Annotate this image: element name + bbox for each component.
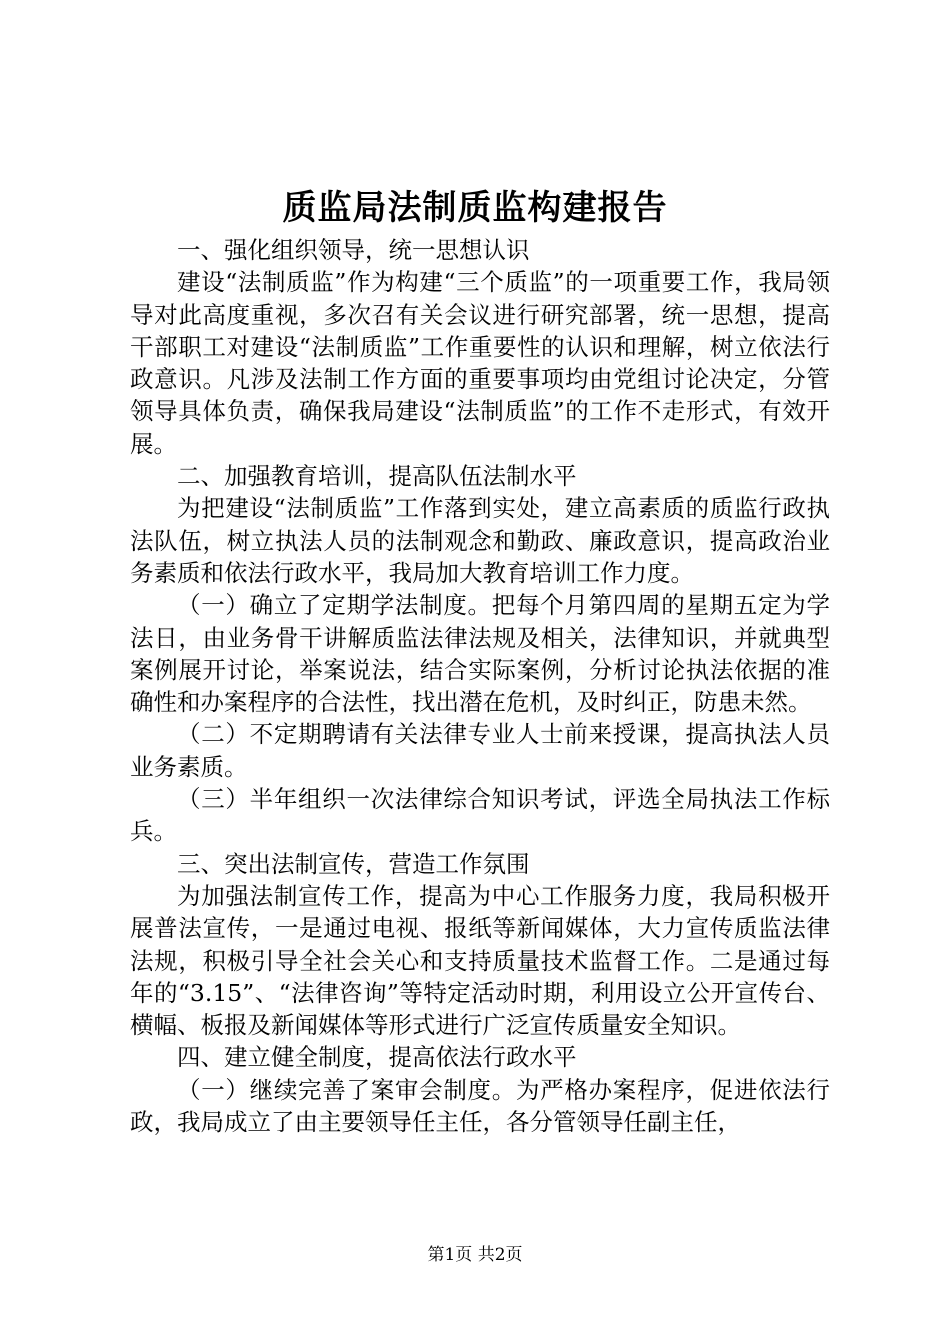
section-heading-3: 三、突出法制宣传，营造工作氛围 [177, 849, 530, 878]
paragraph-1: 建设“法制质监”作为构建“三个质监”的一项重要工作，我局领导对此高度重视，多次召有关会议进行研究部署，统一思想，提高干部职工对建设“法制质监”工作重要性的认识和理解，树立依法行政意识。凡涉及法制工作方面的重要事项均由党组讨论决定，分管领导具体负责，确保我局建设“法制质监”的工作不走形式，有效开展。 [130, 268, 830, 458]
section-heading-2: 二、加强教育培训，提高队伍法制水平 [177, 462, 577, 491]
paragraph-6: 为加强法制宣传工作，提高为中心工作服务力度，我局积极开展普法宣传，一是通过电视、报纸等新闻媒体，大力宣传质监法律法规，积极引导全社会关心和支持质量技术监督工作。二是通过每年的“3.15”、“法律咨询”等特定活动时期，利用设立公开宣传台、横幅、板报及新闻媒体等形式进行广泛宣传质量安全知识。 [130, 881, 830, 1040]
paragraph-5: （三）半年组织一次法律综合知识考试，评选全局执法工作标兵。 [130, 785, 830, 846]
section-heading-4: 四、建立健全制度，提高依法行政水平 [177, 1043, 577, 1072]
paragraph-7: （一）继续完善了案审会制度。为严格办案程序，促进依法行政，我局成立了由主要领导任主任，各分管领导任副主任， [130, 1075, 830, 1137]
page-footer: 第1页 共2页 [427, 1245, 523, 1265]
document-body [130, 234, 830, 1138]
paragraph-3: （一）确立了定期学法制度。把每个月第四周的星期五定为学法日，由业务骨干讲解质监法律法规及相关，法律知识，并就典型案例展开讨论，举案说法，结合实际案例，分析讨论执法依据的准确性和办案程序的合法性，找出潜在危机，及时纠正，防患未然。 [130, 591, 830, 717]
paragraph-4: （二）不定期聘请有关法律专业人士前来授课，提高执法人员业务素质。 [130, 720, 830, 781]
document-title: 质监局法制质监构建报告 [282, 188, 668, 228]
section-heading-1: 一、强化组织领导，统一思想认识 [177, 236, 530, 264]
paragraph-2: 为把建设“法制质监”工作落到实处，建立高素质的质监行政执法队伍，树立执法人员的法制观念和勤政、廉政意识，提高政治业务素质和依法行政水平，我局加大教育培训工作力度。 [130, 494, 830, 587]
